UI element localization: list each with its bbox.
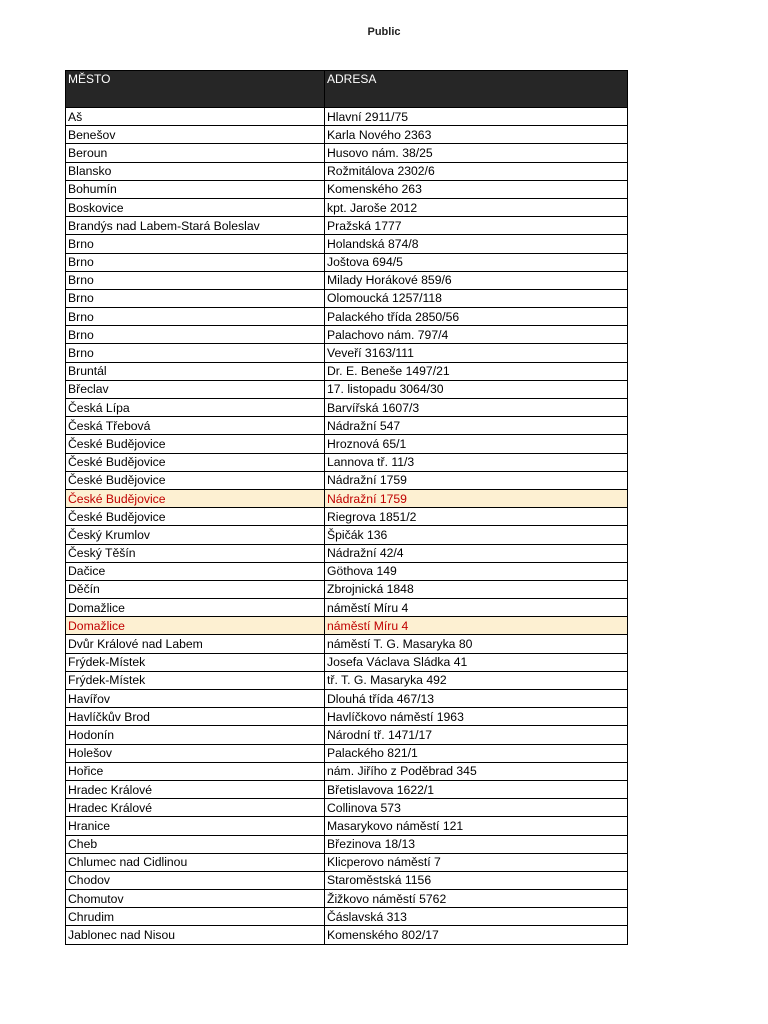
city-cell: České Budějovice	[66, 471, 325, 489]
address-cell: 17. listopadu 3064/30	[325, 380, 628, 398]
city-cell: Brno	[66, 289, 325, 307]
city-cell: Brno	[66, 308, 325, 326]
city-cell: České Budějovice	[66, 508, 325, 526]
table-row	[66, 871, 628, 889]
table-row	[66, 580, 628, 598]
table-body	[66, 108, 628, 945]
city-cell: České Budějovice	[66, 489, 325, 507]
table-row	[66, 908, 628, 926]
city-cell: Holešov	[66, 744, 325, 762]
address-cell: Nádražní 1759	[325, 489, 628, 507]
address-cell: Nádražní 1759	[325, 471, 628, 489]
address-cell: Dr. E. Beneše 1497/21	[325, 362, 628, 380]
city-cell: Bruntál	[66, 362, 325, 380]
address-cell: Břetislavova 1622/1	[325, 780, 628, 798]
city-cell: Domažlice	[66, 599, 325, 617]
city-cell: Chrudim	[66, 908, 325, 926]
table-row	[66, 562, 628, 580]
address-cell: náměstí Míru 4	[325, 617, 628, 635]
address-cell: náměstí Míru 4	[325, 599, 628, 617]
table-row	[66, 817, 628, 835]
table-row	[66, 108, 628, 126]
address-cell: Havlíčkovo náměstí 1963	[325, 708, 628, 726]
city-cell: Frýdek-Místek	[66, 653, 325, 671]
city-cell: Brno	[66, 271, 325, 289]
address-cell: Olomoucká 1257/118	[325, 289, 628, 307]
address-cell: Národní tř. 1471/17	[325, 726, 628, 744]
city-cell: Brandýs nad Labem-Stará Boleslav	[66, 217, 325, 235]
city-cell: Hodonín	[66, 726, 325, 744]
classification-label: Public	[367, 26, 401, 38]
address-cell: nám. Jiřího z Poděbrad 345	[325, 762, 628, 780]
address-cell: Josefa Václava Sládka 41	[325, 653, 628, 671]
address-cell: Pražská 1777	[325, 217, 628, 235]
address-cell: Špičák 136	[325, 526, 628, 544]
city-cell: Havlíčkův Brod	[66, 708, 325, 726]
table-row	[66, 198, 628, 216]
table-row	[66, 144, 628, 162]
table-row-highlighted	[66, 617, 628, 635]
city-cell: Chodov	[66, 871, 325, 889]
table-row	[66, 690, 628, 708]
city-cell: Český Krumlov	[66, 526, 325, 544]
address-cell: Zbrojnická 1848	[325, 580, 628, 598]
table-row	[66, 289, 628, 307]
address-cell: Komenského 263	[325, 180, 628, 198]
table-row	[66, 235, 628, 253]
city-cell: České Budějovice	[66, 435, 325, 453]
address-cell: Karla Nového 2363	[325, 126, 628, 144]
city-cell: Domažlice	[66, 617, 325, 635]
address-cell: Palackého třída 2850/56	[325, 308, 628, 326]
address-cell: Palachovo nám. 797/4	[325, 326, 628, 344]
table-row	[66, 599, 628, 617]
table-row	[66, 835, 628, 853]
address-cell: Žižkovo náměstí 5762	[325, 890, 628, 908]
table-row	[66, 544, 628, 562]
table-row	[66, 180, 628, 198]
address-cell: Joštova 694/5	[325, 253, 628, 271]
column-header-city: MĚSTO	[66, 71, 325, 108]
city-cell: Brno	[66, 344, 325, 362]
table-row	[66, 271, 628, 289]
address-cell: Holandská 874/8	[325, 235, 628, 253]
table-row	[66, 217, 628, 235]
city-cell: České Budějovice	[66, 453, 325, 471]
table-row-highlighted	[66, 489, 628, 507]
city-cell: Blansko	[66, 162, 325, 180]
city-cell: Beroun	[66, 144, 325, 162]
table-row	[66, 253, 628, 271]
address-cell: Hroznová 65/1	[325, 435, 628, 453]
city-cell: Chlumec nad Cidlinou	[66, 853, 325, 871]
address-cell: Hlavní 2911/75	[325, 108, 628, 126]
city-cell: Brno	[66, 253, 325, 271]
address-cell: tř. T. G. Masaryka 492	[325, 671, 628, 689]
table-row	[66, 308, 628, 326]
address-cell: Lannova tř. 11/3	[325, 453, 628, 471]
address-cell: Březinova 18/13	[325, 835, 628, 853]
city-cell: Bohumín	[66, 180, 325, 198]
table-row	[66, 362, 628, 380]
table-row	[66, 762, 628, 780]
city-cell: Břeclav	[66, 380, 325, 398]
city-cell: Benešov	[66, 126, 325, 144]
table-row	[66, 399, 628, 417]
city-cell: Aš	[66, 108, 325, 126]
table-row	[66, 471, 628, 489]
address-cell: Dlouhá třída 467/13	[325, 690, 628, 708]
table-row	[66, 162, 628, 180]
city-cell: Boskovice	[66, 198, 325, 216]
table-row	[66, 344, 628, 362]
table-row	[66, 635, 628, 653]
table-row	[66, 326, 628, 344]
address-cell: Collinova 573	[325, 799, 628, 817]
table-row	[66, 671, 628, 689]
table-row	[66, 126, 628, 144]
address-cell: náměstí T. G. Masaryka 80	[325, 635, 628, 653]
city-cell: Hranice	[66, 817, 325, 835]
address-cell: Staroměstská 1156	[325, 871, 628, 889]
address-cell: Palackého 821/1	[325, 744, 628, 762]
address-table	[65, 70, 628, 945]
address-cell: Milady Horákové 859/6	[325, 271, 628, 289]
city-cell: Brno	[66, 235, 325, 253]
table-row	[66, 744, 628, 762]
table-row	[66, 508, 628, 526]
city-cell: Cheb	[66, 835, 325, 853]
address-cell: Barvířská 1607/3	[325, 399, 628, 417]
table-row	[66, 417, 628, 435]
table-row	[66, 526, 628, 544]
address-cell: Klicperovo náměstí 7	[325, 853, 628, 871]
city-cell: Dačice	[66, 562, 325, 580]
address-cell: Komenského 802/17	[325, 926, 628, 944]
address-cell: Nádražní 42/4	[325, 544, 628, 562]
address-cell: Nádražní 547	[325, 417, 628, 435]
address-cell: Masarykovo náměstí 121	[325, 817, 628, 835]
table-row	[66, 780, 628, 798]
address-cell: Husovo nám. 38/25	[325, 144, 628, 162]
table-header-row	[66, 71, 628, 108]
city-cell: Chomutov	[66, 890, 325, 908]
table-row	[66, 890, 628, 908]
city-cell: Havířov	[66, 690, 325, 708]
address-cell: Rožmitálova 2302/6	[325, 162, 628, 180]
table-row	[66, 653, 628, 671]
table-row	[66, 380, 628, 398]
table-row	[66, 726, 628, 744]
city-cell: Děčín	[66, 580, 325, 598]
table-row	[66, 708, 628, 726]
city-cell: Frýdek-Místek	[66, 671, 325, 689]
table-row	[66, 435, 628, 453]
city-cell: Hradec Králové	[66, 799, 325, 817]
table-row	[66, 799, 628, 817]
city-cell: Český Těšín	[66, 544, 325, 562]
city-cell: Dvůr Králové nad Labem	[66, 635, 325, 653]
address-cell: Göthova 149	[325, 562, 628, 580]
city-cell: Jablonec nad Nisou	[66, 926, 325, 944]
city-cell: Česká Třebová	[66, 417, 325, 435]
address-cell: Veveří 3163/111	[325, 344, 628, 362]
city-cell: Česká Lípa	[66, 399, 325, 417]
table-row	[66, 926, 628, 944]
table-row	[66, 453, 628, 471]
city-cell: Hradec Králové	[66, 780, 325, 798]
address-cell: Čáslavská 313	[325, 908, 628, 926]
column-header-address: ADRESA	[325, 71, 628, 108]
address-cell: kpt. Jaroše 2012	[325, 198, 628, 216]
table-row	[66, 853, 628, 871]
city-cell: Hořice	[66, 762, 325, 780]
address-cell: Riegrova 1851/2	[325, 508, 628, 526]
city-cell: Brno	[66, 326, 325, 344]
